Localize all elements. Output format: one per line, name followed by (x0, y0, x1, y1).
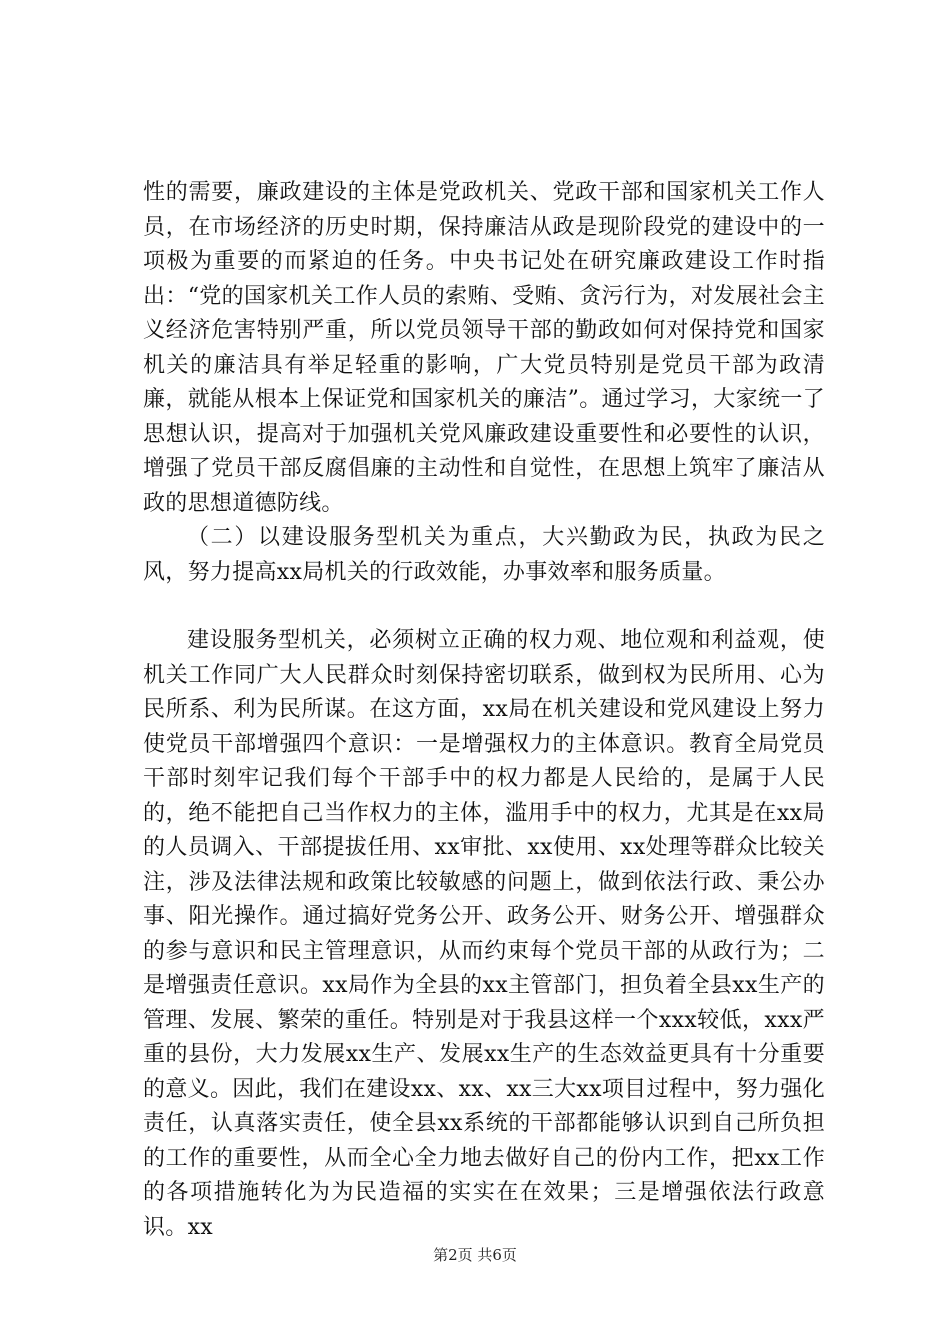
paragraph-service-agency: 建设服务型机关，必须树立正确的权力观、地位观和利益观，使机关工作同广大人民群众时刻保持密切联系，做到权为民所用、心为民所系、利为民所谋。在这方面，xx局在机关建设和党风建设上努力使党员干部增强四个意识：一是增强权力的主体意识。教育全局党员干部时刻牢记我们每个干部手中的权力都是人民给的，是属于人民的，绝不能把自己当作权力的主体，滥用手中的权力，尤其是在xx局的人员调入、干部提拔任用、xx审批、xx使用、xx处理等群众比较关注，涉及法律法规和政策比较敏感的问题上，做到依法行政、秉公办事、阳光操作。通过搞好党务公开、政务公开、财务公开、增强群众的参与意识和民主管理意识，从而约束每个党员干部的从政行为；二是增强责任意识。xx局作为全县的xx主管部门，担负着全县xx生产的管理、发展、繁荣的重任。特别是对于我县这样一个xxx较低，xxx严重的县份，大力发展xx生产、发展xx生产的生态效益更具有十分重要的意义。因此，我们在建设xx、xx、xx三大xx项目过程中，努力强化责任，认真落实责任，使全县xx系统的干部都能够认识到自己所负担的工作的重要性，从而全心全力地去做好自己的份内工作，把xx工作的各项措施转化为为民造福的实实在在效果；三是增强依法行政意识。xx (143, 628, 825, 1240)
section-heading-paragraph: （二）以建设服务型机关为重点，大兴勤政为民，执政为民之风，努力提高xx局机关的行政效能，办事效率和服务质量。 (143, 525, 825, 585)
page-number-footer: 第2页 共6页 (433, 1246, 517, 1264)
paragraph-continuation: 性的需要，廉政建设的主体是党政机关、党政干部和国家机关工作人员，在市场经济的历史时期，保持廉洁从政是现阶段党的建设中的一项极为重要的而紧迫的任务。中央书记处在研究廉政建设工作时指出：“党的国家机关工作人员的索贿、受贿、贪污行为，对发展社会主义经济危害特别严重，所以党员领导干部的勤政如何对保持党和国家机关的廉洁具有举足轻重的影响，广大党员特别是党员干部为政清廉，就能从根本上保证党和国家机关的廉洁”。通过学习，大家统一了思想认识，提高对于加强机关党风廉政建设重要性和必要性的认识，增强了党员干部反腐倡廉的主动性和自觉性，在思想上筑牢了廉洁从政的思想道德防线。 (143, 180, 825, 516)
document-body (143, 176, 825, 1245)
